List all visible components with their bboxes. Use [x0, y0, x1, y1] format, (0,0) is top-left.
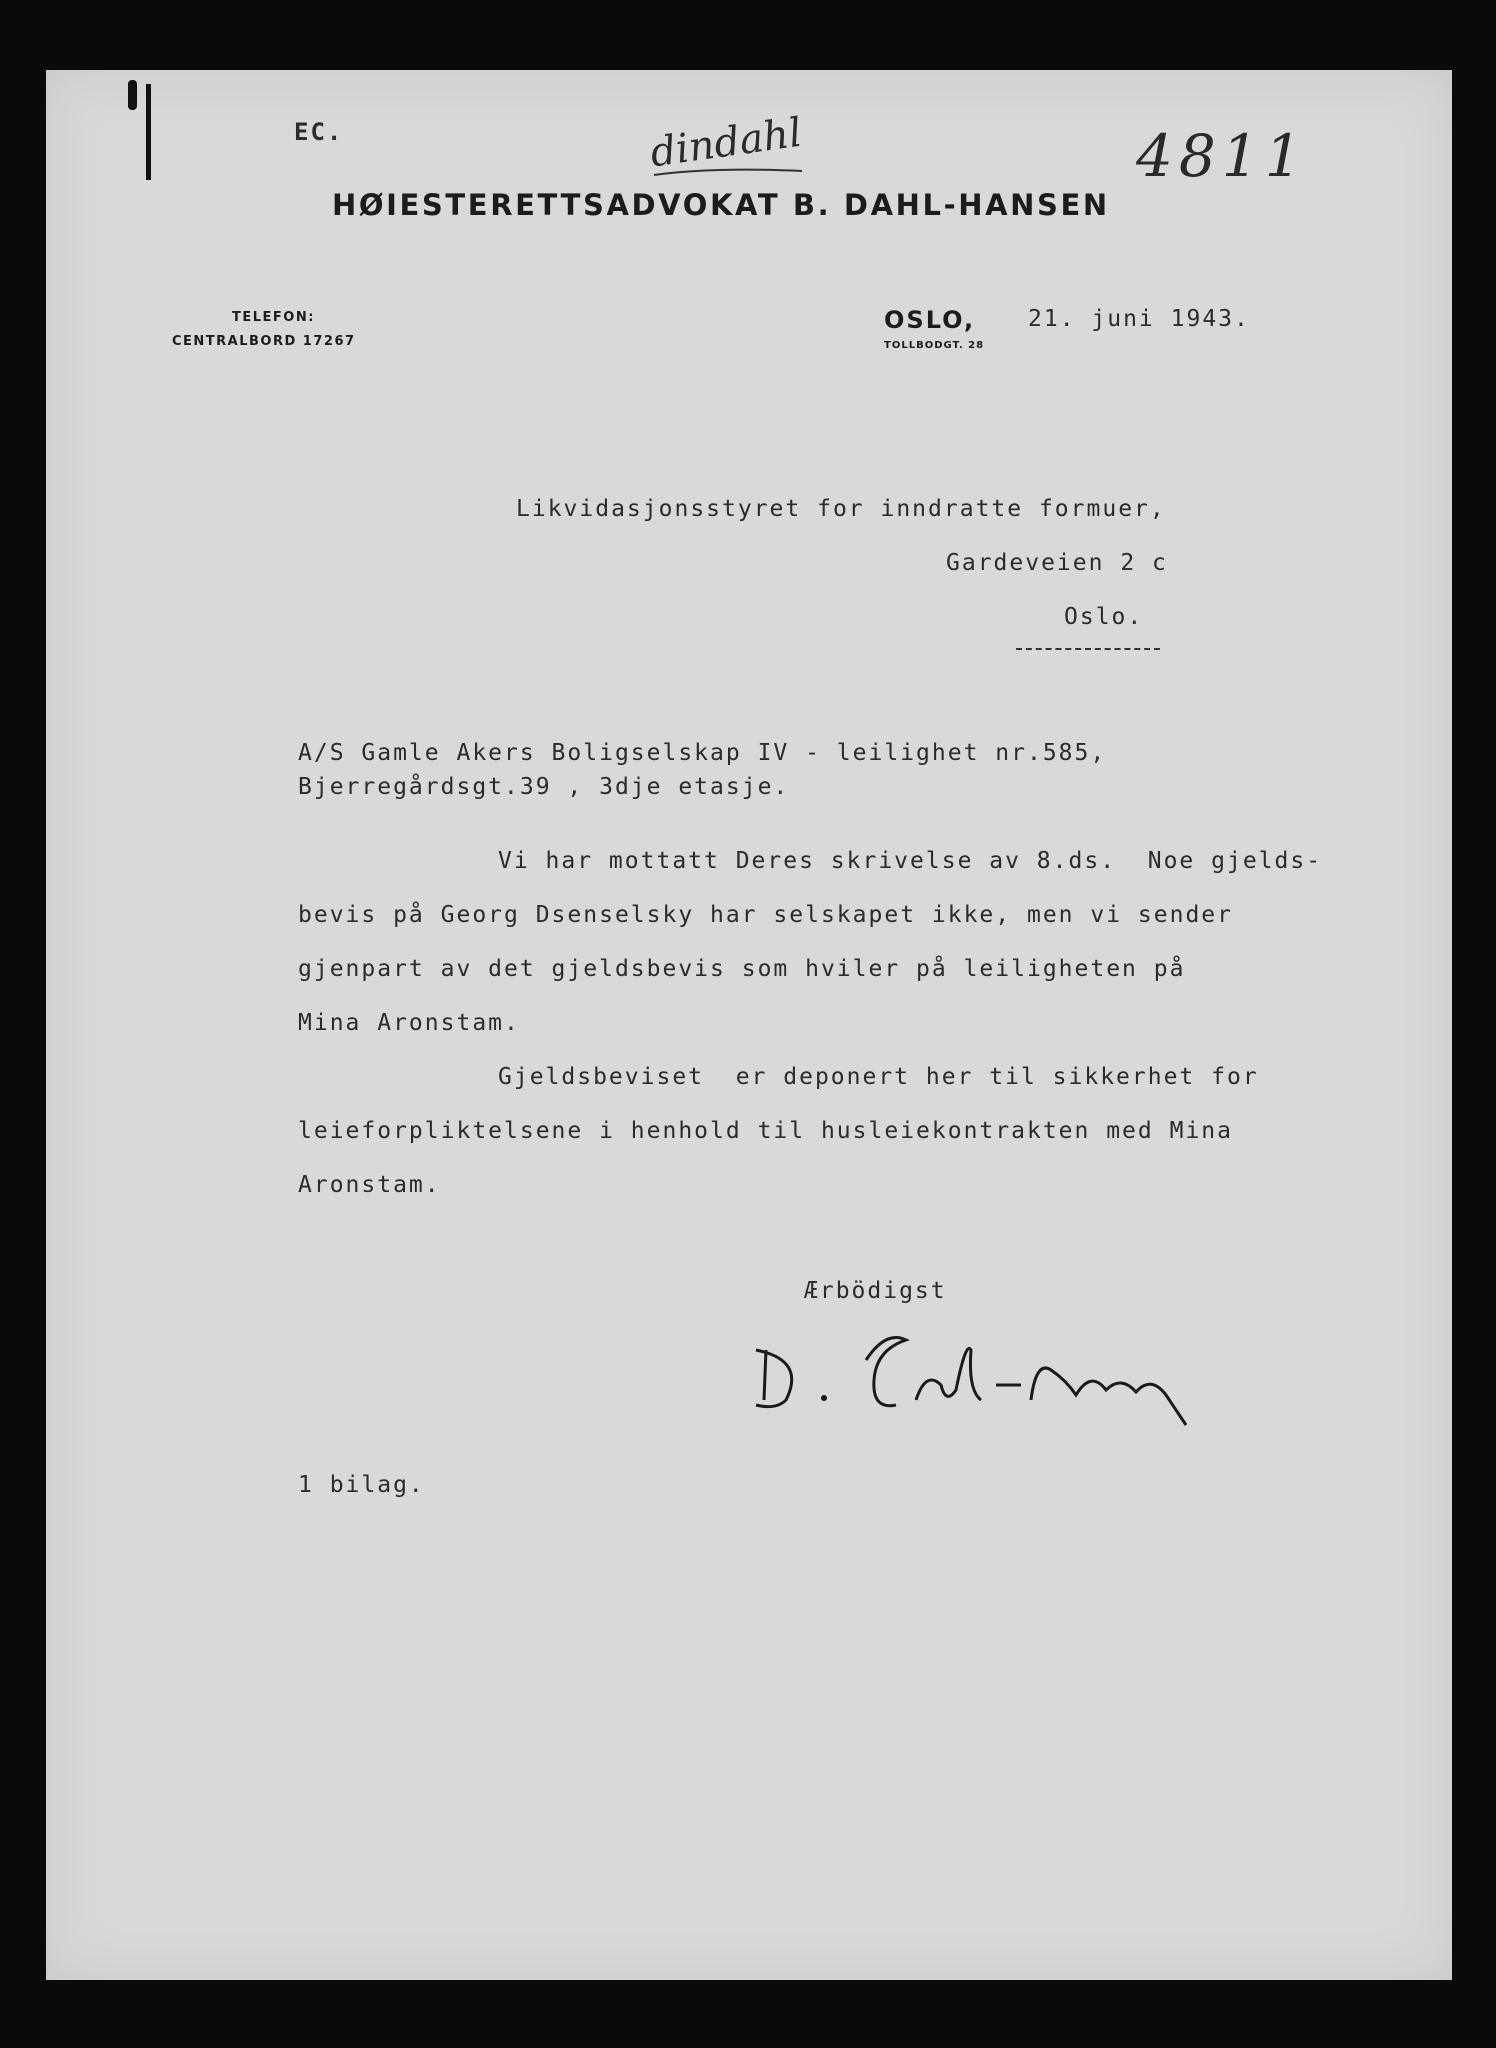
- telephone-number: CENTRALBORD 17267: [172, 334, 356, 349]
- body-p2-line-2: leieforpliktelsene i henhold til husleiekontrakten med Mina: [298, 1118, 1233, 1144]
- subject-line-2: Bjerregårdsgt.39 , 3dje etasje.: [298, 774, 790, 800]
- handwritten-underline: [652, 165, 812, 181]
- handwritten-name: dindahl: [647, 109, 805, 177]
- recipient-line-3: Oslo.: [1064, 604, 1144, 630]
- telephone-label: TELEFON:: [232, 310, 315, 325]
- city: OSLO,: [884, 306, 976, 334]
- body-p1-line-2: bevis på Georg Dsenselsky har selskapet ikke, men vi sender: [298, 902, 1233, 928]
- reference-code: EC.: [294, 118, 344, 146]
- recipient-underline: [1016, 648, 1160, 650]
- letter-date: 21. juni 1943.: [1028, 306, 1250, 332]
- signature: [746, 1310, 1246, 1440]
- body-p1-line-1: Vi har mottatt Deres skrivelse av 8.ds. Noe gjelds-: [498, 848, 1323, 874]
- recipient-line-2: Gardeveien 2 c: [946, 550, 1168, 576]
- body-p1-line-3: gjenpart av det gjeldsbevis som hviler på leiligheten på: [298, 956, 1186, 982]
- letter-sheet: [46, 70, 1452, 1980]
- punch-marks: [116, 74, 156, 184]
- firm-name: HØIESTERETTSADVOKAT B. DAHL-HANSEN: [332, 188, 1110, 222]
- subject-line-1: A/S Gamle Akers Boligselskap IV - leilighet nr.585,: [298, 740, 1107, 766]
- street: TOLLBODGT. 28: [884, 340, 985, 351]
- body-p1-line-4: Mina Aronstam.: [298, 1010, 520, 1036]
- body-p2-line-3: Aronstam.: [298, 1172, 441, 1198]
- recipient-line-1: Likvidasjonsstyret for inndratte formuer,: [516, 496, 1166, 522]
- archive-number: 4811: [1136, 122, 1308, 190]
- enclosure-note: 1 bilag.: [298, 1472, 425, 1498]
- body-p2-line-1: Gjeldsbeviset er deponert her til sikkerhet for: [498, 1064, 1259, 1090]
- salutation: Ærbödigst: [804, 1278, 947, 1304]
